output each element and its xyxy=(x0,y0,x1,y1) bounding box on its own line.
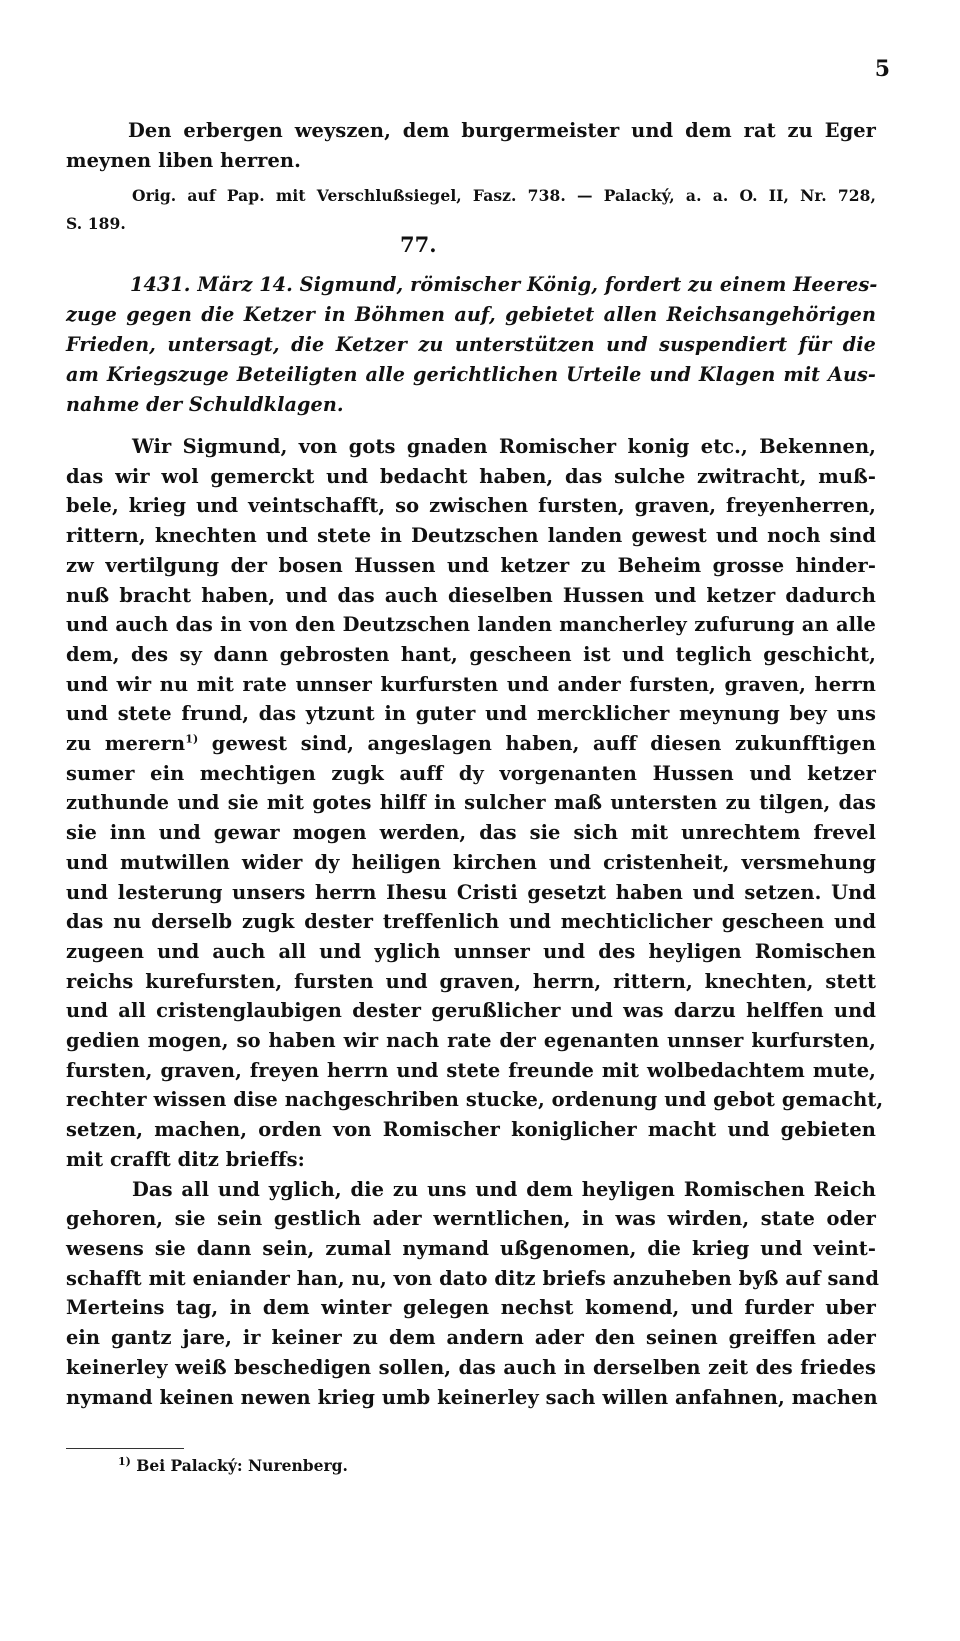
body-line: ein gantz jare, ir keiner zu dem andern ader den seinen greiffen ader xyxy=(66,1326,876,1350)
body-line: und wir nu mit rate unnser kurfursten und ander fursten, graven, herrn xyxy=(66,672,876,696)
regest xyxy=(66,270,876,420)
body-text-fragment: gewest sind, angeslagen haben, auff diesen zukunfftigen xyxy=(198,732,877,756)
body-line: rechter wissen dise nachgeschriben stucke, ordenung und gebot gemacht, xyxy=(66,1088,884,1112)
body-line: bele, krieg und veintschafft, so zwischen fursten, graven, freyenherren, xyxy=(66,494,876,518)
footnote xyxy=(118,1456,348,1475)
footnote-text: Bei Palacký: Nurenberg. xyxy=(130,1456,348,1475)
body-line: zugeen und auch all und yglich unnser und des heyligen Romischen xyxy=(66,939,876,963)
body-line: setzen, machen, orden von Romischer koniglicher macht und gebieten xyxy=(66,1118,876,1142)
regest-line: Frieden, untersagt, die Ketzer zu unterstützen und suspendiert für die xyxy=(66,333,876,356)
address-line: Den erbergen weyszen, dem burgermeister und dem rat zu Eger xyxy=(128,119,876,142)
body-line: keinerley weiß beschedigen sollen, das auch in derselben zeit des friedes xyxy=(66,1355,876,1379)
body-line: schafft mit eniander han, nu, von dato ditz briefs anzuheben byß auf sand xyxy=(66,1266,880,1290)
address-line: meynen liben herren. xyxy=(66,149,301,172)
body-line: und auch das in von den Deutzschen landen mancherley zufurung an alle xyxy=(66,613,876,637)
body-line: fursten, graven, freyen herrn und stete freunde mit wolbedachtem mute, xyxy=(66,1058,876,1082)
body-line: Merteins tag, in dem winter gelegen nechst komend, und furder uber xyxy=(66,1296,876,1320)
body-line: Wir Sigmund, von gots gnaden Romischer konig etc., Bekennen, xyxy=(132,435,876,458)
body-line: nymand keinen newen krieg umb keinerley sach willen anfahnen, machen xyxy=(66,1385,878,1409)
source-note xyxy=(66,182,876,238)
body-line: wesens sie dann sein, zumal nymand ußgenomen, die krieg und veint- xyxy=(66,1236,876,1260)
body-line: nuß bracht haben, und das auch dieselben Hussen und ketzer dadurch xyxy=(66,583,876,607)
document-body xyxy=(66,432,884,1412)
body-line: und lesterung unsers herrn Ihesu Cristi gesetzt haben und setzen. Und xyxy=(66,880,876,904)
body-text-fragment: zu merern xyxy=(66,732,186,756)
body-line: das wir wol gemerckt und bedacht haben, das sulche zwitracht, muß- xyxy=(66,464,876,488)
source-note-line: S. 189. xyxy=(66,214,126,233)
body-line: rittern, knechten und stete in Deutzschen landen gewest und noch sind xyxy=(66,524,876,548)
body-line: gedien mogen, so haben wir nach rate der egenanten unnser kurfursten, xyxy=(66,1029,876,1053)
body-line: das nu derselb zugk dester treffenlich und mechticlicher gescheen und xyxy=(66,910,876,934)
body-line: sie inn und gewar mogen werden, das sie sich mit unrechtem frevel xyxy=(66,821,876,845)
footnote-marker: 1) xyxy=(118,1454,131,1468)
body-line: und all cristenglaubigen dester gerußlicher und was darzu helffen und xyxy=(66,999,876,1023)
body-line: dem, des sy dann gebrosten hant, gescheen ist und teglich geschicht, xyxy=(66,642,876,666)
regest-line: zuge gegen die Ketzer in Böhmen auf, gebietet allen Reichsangehörigen xyxy=(66,303,876,326)
body-line: und mutwillen wider dy heiligen kirchen und cristenheit, versmehung xyxy=(66,850,876,874)
footnote-reference: 1) xyxy=(185,732,199,746)
body-line: Das all und yglich, die zu uns und dem heyligen Romischen Reich xyxy=(132,1177,876,1201)
footnote-divider xyxy=(66,1448,184,1449)
body-line: gehoren, sie sein gestlich ader werntlichen, in was wirden, state oder xyxy=(66,1207,876,1231)
body-line: reichs kurefursten, fursten und graven, herrn, rittern, knechten, stett xyxy=(66,969,876,993)
document-number: 77. xyxy=(400,232,437,257)
source-note-line: Orig. auf Pap. mit Verschlußsiegel, Fasz. 738. — Palacký, a. a. O. II, Nr. 728, xyxy=(132,186,876,205)
address xyxy=(66,116,876,176)
regest-line: 1431. März 14. Sigmund, römischer König, fordert zu einem Heeres- xyxy=(130,273,878,296)
body-line: zw vertilgung der bosen Hussen und ketzer zu Beheim grosse hinder- xyxy=(66,553,876,577)
body-line: zuthunde und sie mit gotes hilff in sulcher maß untersten zu tilgen, das xyxy=(66,791,876,815)
regest-line: am Kriegszuge Beteiligten alle gerichtlichen Urteile und Klagen mit Aus- xyxy=(66,363,876,386)
body-line xyxy=(66,729,876,759)
body-line: sumer ein mechtigen zugk auff dy vorgenanten Hussen und ketzer xyxy=(66,761,876,785)
body-line: und stete frund, das ytzunt in guter und mercklicher meynung bey uns xyxy=(66,702,876,726)
regest-line: nahme der Schuldklagen. xyxy=(66,393,344,416)
page-number: 5 xyxy=(874,56,890,82)
body-line: mit crafft ditz brieffs: xyxy=(66,1147,305,1171)
